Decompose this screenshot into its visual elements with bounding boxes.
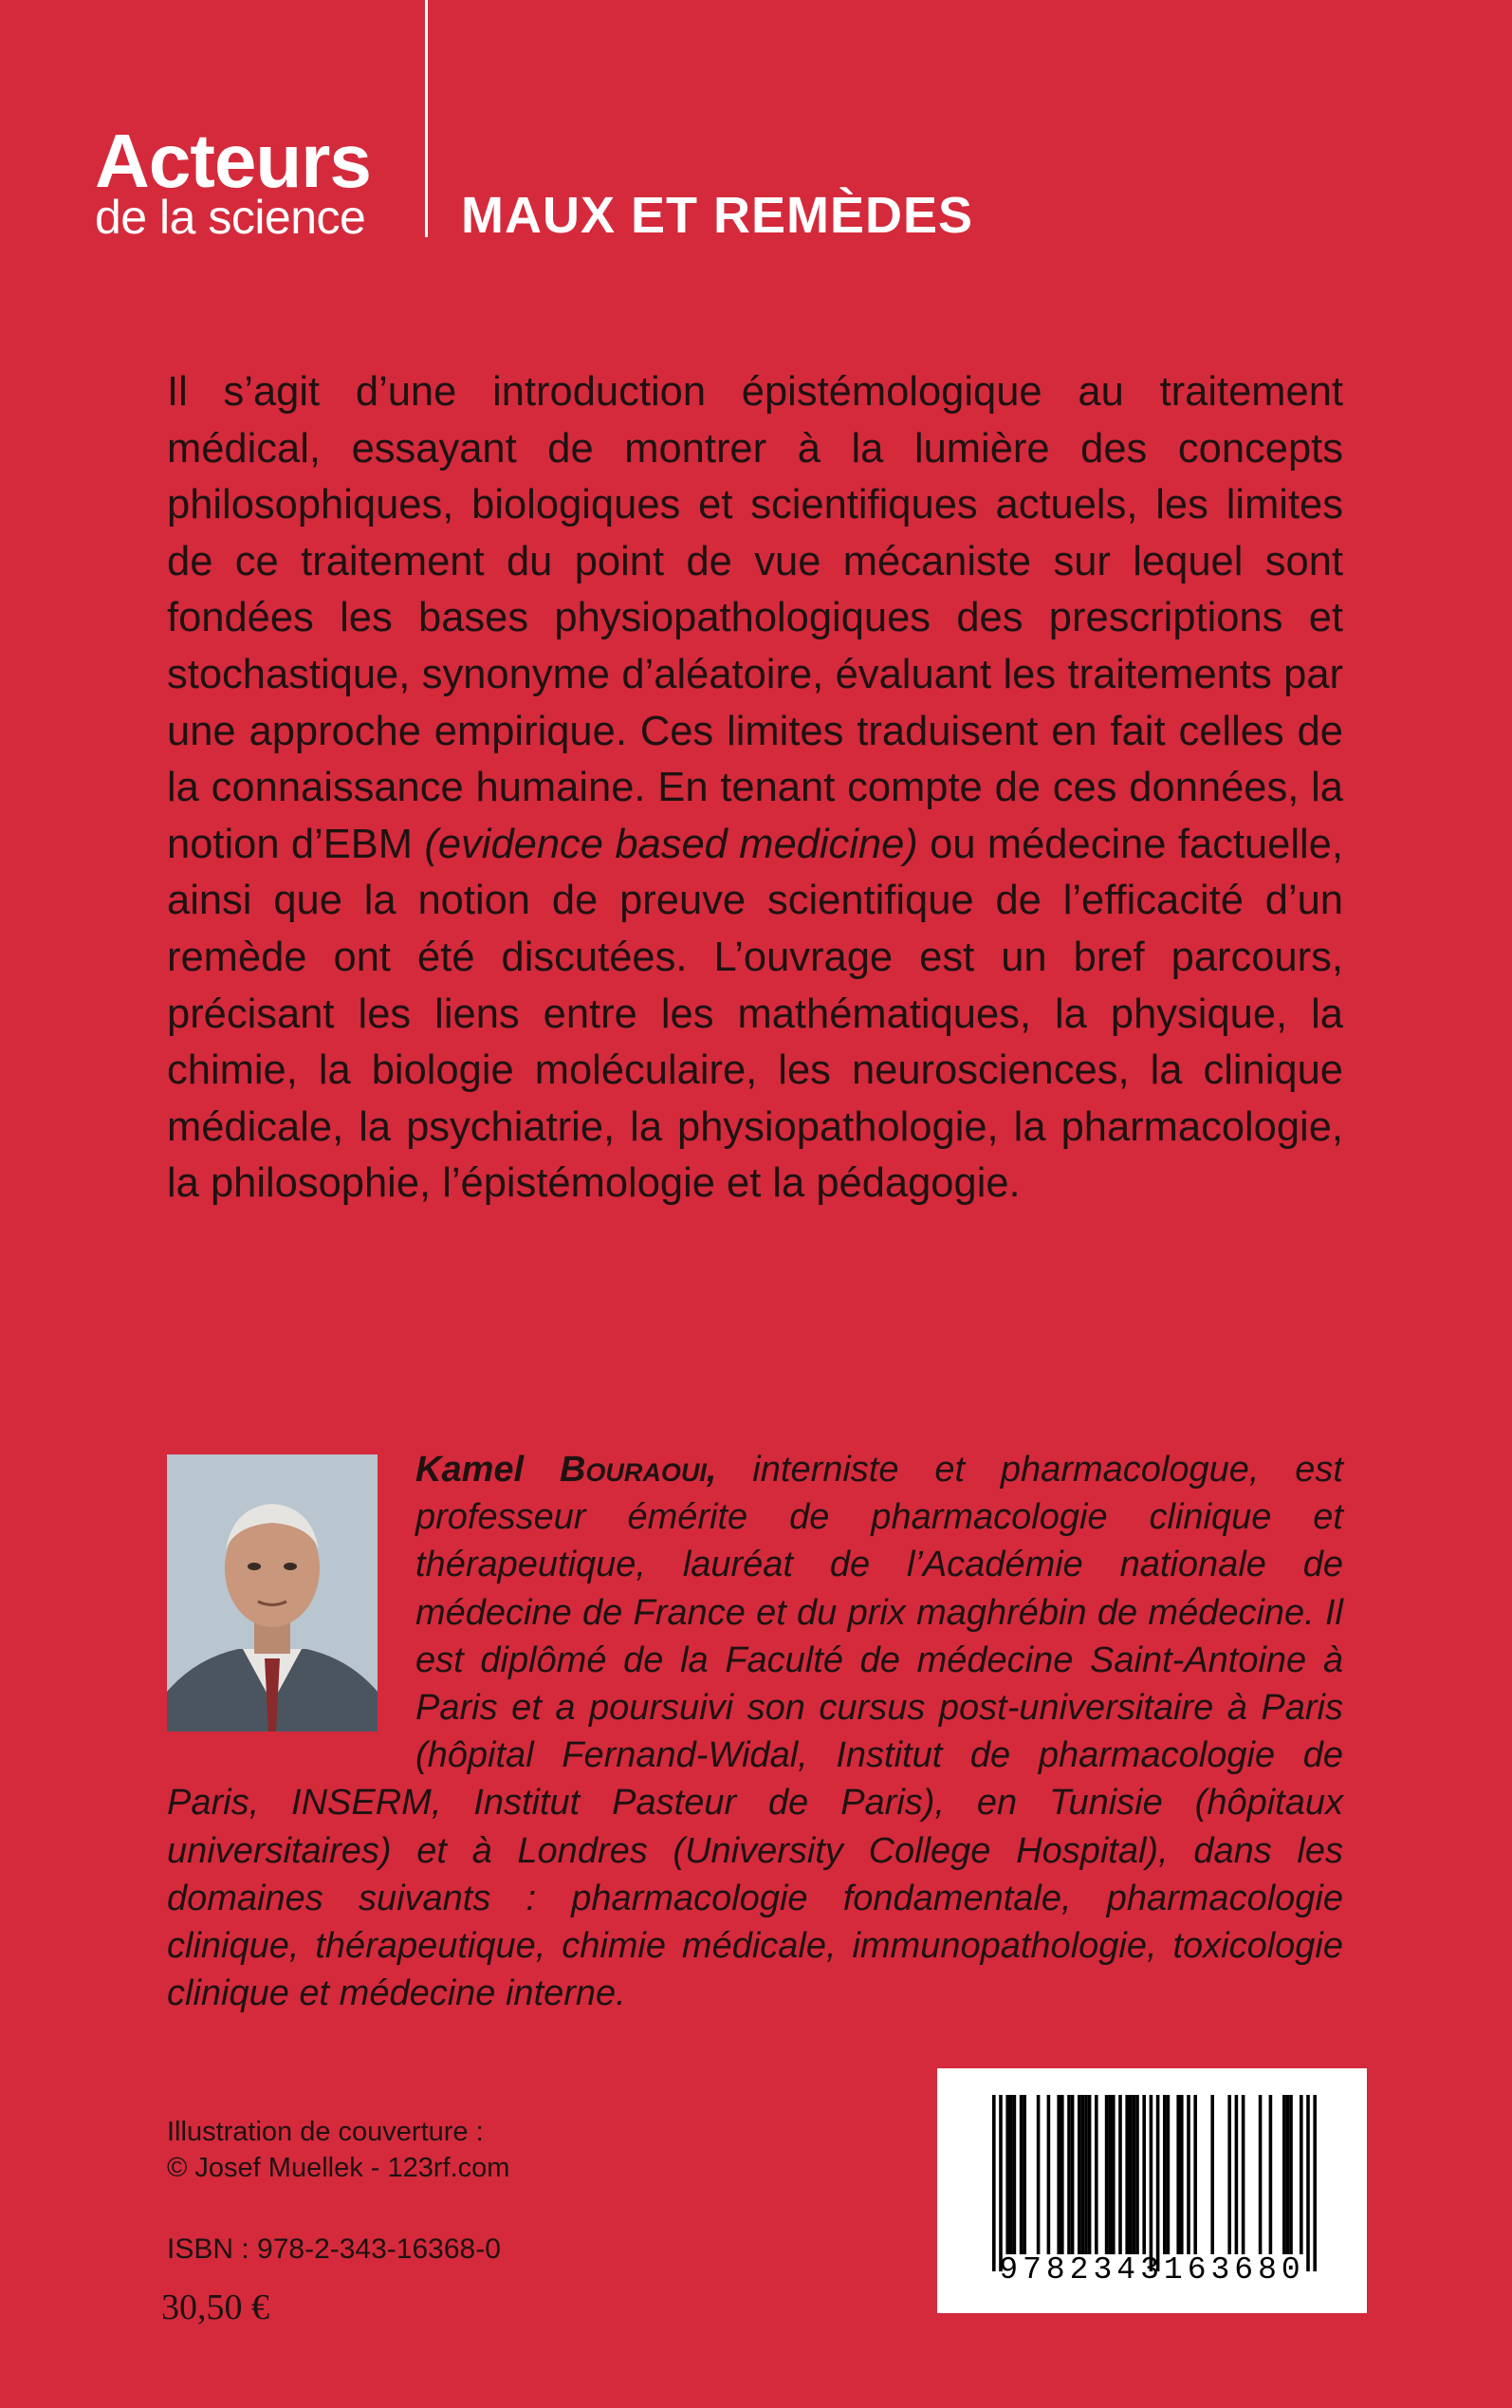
summary-part1: Il s’agit d’une introduction épistémologique au traitement médical, essayant de montrer à la lumière des concepts philosophiques, biologiques et scientifiques actuels, les limites de ce traitement du point de vue mécaniste sur lequel sont fondées les bases physiopathologiques des prescriptions et stochastique, synonyme d’aléatoire, évaluant les traitements par une approche empirique. Ces limites traduisent en fait celles de la connaissance humaine. En tenant compte de ces données, la notion d’EBM bbox=[167, 369, 1343, 867]
isbn: ISBN : 978-2-343-16368-0 bbox=[167, 2233, 501, 2265]
barcode-bar bbox=[999, 2095, 1003, 2271]
barcode-bar bbox=[1282, 2095, 1286, 2254]
series-logo bbox=[95, 119, 398, 244]
credits-line-2: © Josef Muellek - 123rf.com bbox=[167, 2153, 510, 2183]
author-first-name: Kamel bbox=[415, 1450, 525, 1490]
header-divider bbox=[425, 0, 428, 237]
barcode-bar bbox=[1306, 2095, 1310, 2271]
barcode-bar bbox=[1142, 2095, 1146, 2254]
barcode-bar bbox=[1156, 2095, 1160, 2271]
cover-credits bbox=[167, 2114, 509, 2186]
barcode-bar bbox=[1118, 2095, 1122, 2254]
barcode-bar bbox=[1067, 2095, 1071, 2254]
barcode-bar bbox=[1193, 2095, 1197, 2254]
barcode-bar bbox=[1105, 2095, 1109, 2254]
barcode-bar bbox=[1163, 2095, 1167, 2254]
barcode-bar bbox=[1286, 2095, 1290, 2254]
barcode-bar bbox=[1057, 2095, 1060, 2254]
author-bio-text: interniste et pharmacologue, est professeur émérite de pharmacologie clinique et thérapeutique, lauréat de l’Académie nationale de médecine de France et du prix maghrébin de médecine. Il est diplômé de la Faculté de médecine Saint-Antoine à Paris et a poursuivi son cursus post-universitaire à Paris (hôpital Fernand-Widal, Institut de pharmacologie de Paris, INSERM, Institut Pasteur de Paris), en Tunisie (hôpitaux universitaires) et à Londres (University College Hospital), dans les domaines suivants : pharmacologie fondamentale, pharmacologie clinique, thérapeutique, chimie médicale, immunopathologie, toxicologie clinique et médecine interne. bbox=[167, 1450, 1343, 2014]
barcode-bar bbox=[1300, 2095, 1303, 2254]
barcode-bar bbox=[1227, 2095, 1231, 2254]
barcode-bar bbox=[1078, 2095, 1081, 2254]
barcode-bar bbox=[1259, 2095, 1263, 2254]
barcode-bar bbox=[1125, 2095, 1129, 2254]
barcode-bar bbox=[1313, 2095, 1317, 2271]
barcode-bar bbox=[1020, 2095, 1023, 2254]
barcode-bar bbox=[1037, 2095, 1041, 2254]
barcode-bar bbox=[1047, 2095, 1051, 2254]
barcode-bar bbox=[1180, 2095, 1184, 2254]
barcode-bar bbox=[1235, 2095, 1239, 2254]
author-bio bbox=[167, 1446, 1343, 2017]
barcode-bar bbox=[1167, 2095, 1171, 2254]
barcode-bar bbox=[1210, 2095, 1214, 2254]
credits-line-1: Illustration de couverture : bbox=[167, 2117, 484, 2147]
barcode-bar bbox=[1176, 2095, 1180, 2254]
barcode-bar bbox=[1023, 2095, 1026, 2254]
barcode bbox=[937, 2068, 1367, 2313]
series-subtitle: de la science bbox=[95, 191, 366, 244]
book-title: MAUX ET REMÈDES bbox=[461, 187, 974, 244]
barcode-bar bbox=[1060, 2095, 1064, 2254]
series-title: Acteurs bbox=[95, 119, 371, 203]
barcode-bar bbox=[1081, 2095, 1085, 2254]
barcode-bar bbox=[1084, 2095, 1088, 2254]
barcode-bar bbox=[1108, 2095, 1112, 2254]
barcode-bar bbox=[1013, 2095, 1017, 2254]
summary-text bbox=[167, 364, 1343, 1213]
barcode-bar bbox=[1187, 2095, 1190, 2254]
barcode-bar bbox=[1269, 2095, 1273, 2254]
barcode-bar bbox=[1133, 2095, 1136, 2254]
barcode-bar bbox=[1150, 2095, 1153, 2271]
barcode-bar bbox=[1289, 2095, 1293, 2254]
author-name bbox=[415, 1450, 716, 1490]
barcode-number: 9782343163680 bbox=[999, 2252, 1305, 2288]
barcode-bar bbox=[1005, 2095, 1009, 2254]
price: 30,50 € bbox=[161, 2288, 269, 2327]
barcode-bar bbox=[1088, 2095, 1092, 2254]
barcode-bar bbox=[1071, 2095, 1075, 2254]
barcode-bar bbox=[1009, 2095, 1013, 2254]
summary-italic: (evidence based medicine) bbox=[424, 821, 918, 867]
barcode-bar bbox=[992, 2095, 996, 2271]
summary-part2: ou médecine factuelle, ainsi que la notion de preuve scientifique de l’efficacité d’un remède ont été discutées. L’ouvrage est un bref parcours, précisant les liens entre les mathématiques, la physique, la chimie, la biologie moléculaire, les neurosciences, la clinique médicale, la psychiatrie, la physiopathologie, la pharmacologie, la philosophie, l’épistémologie et la pédagogie. bbox=[167, 821, 1343, 1207]
barcode-bar bbox=[1135, 2095, 1139, 2254]
barcode-bar bbox=[1112, 2095, 1116, 2254]
author-last-name: Bouraoui, bbox=[559, 1450, 717, 1490]
barcode-bar bbox=[1129, 2095, 1133, 2254]
barcode-bar bbox=[1095, 2095, 1098, 2254]
barcode-bar bbox=[1242, 2095, 1245, 2254]
